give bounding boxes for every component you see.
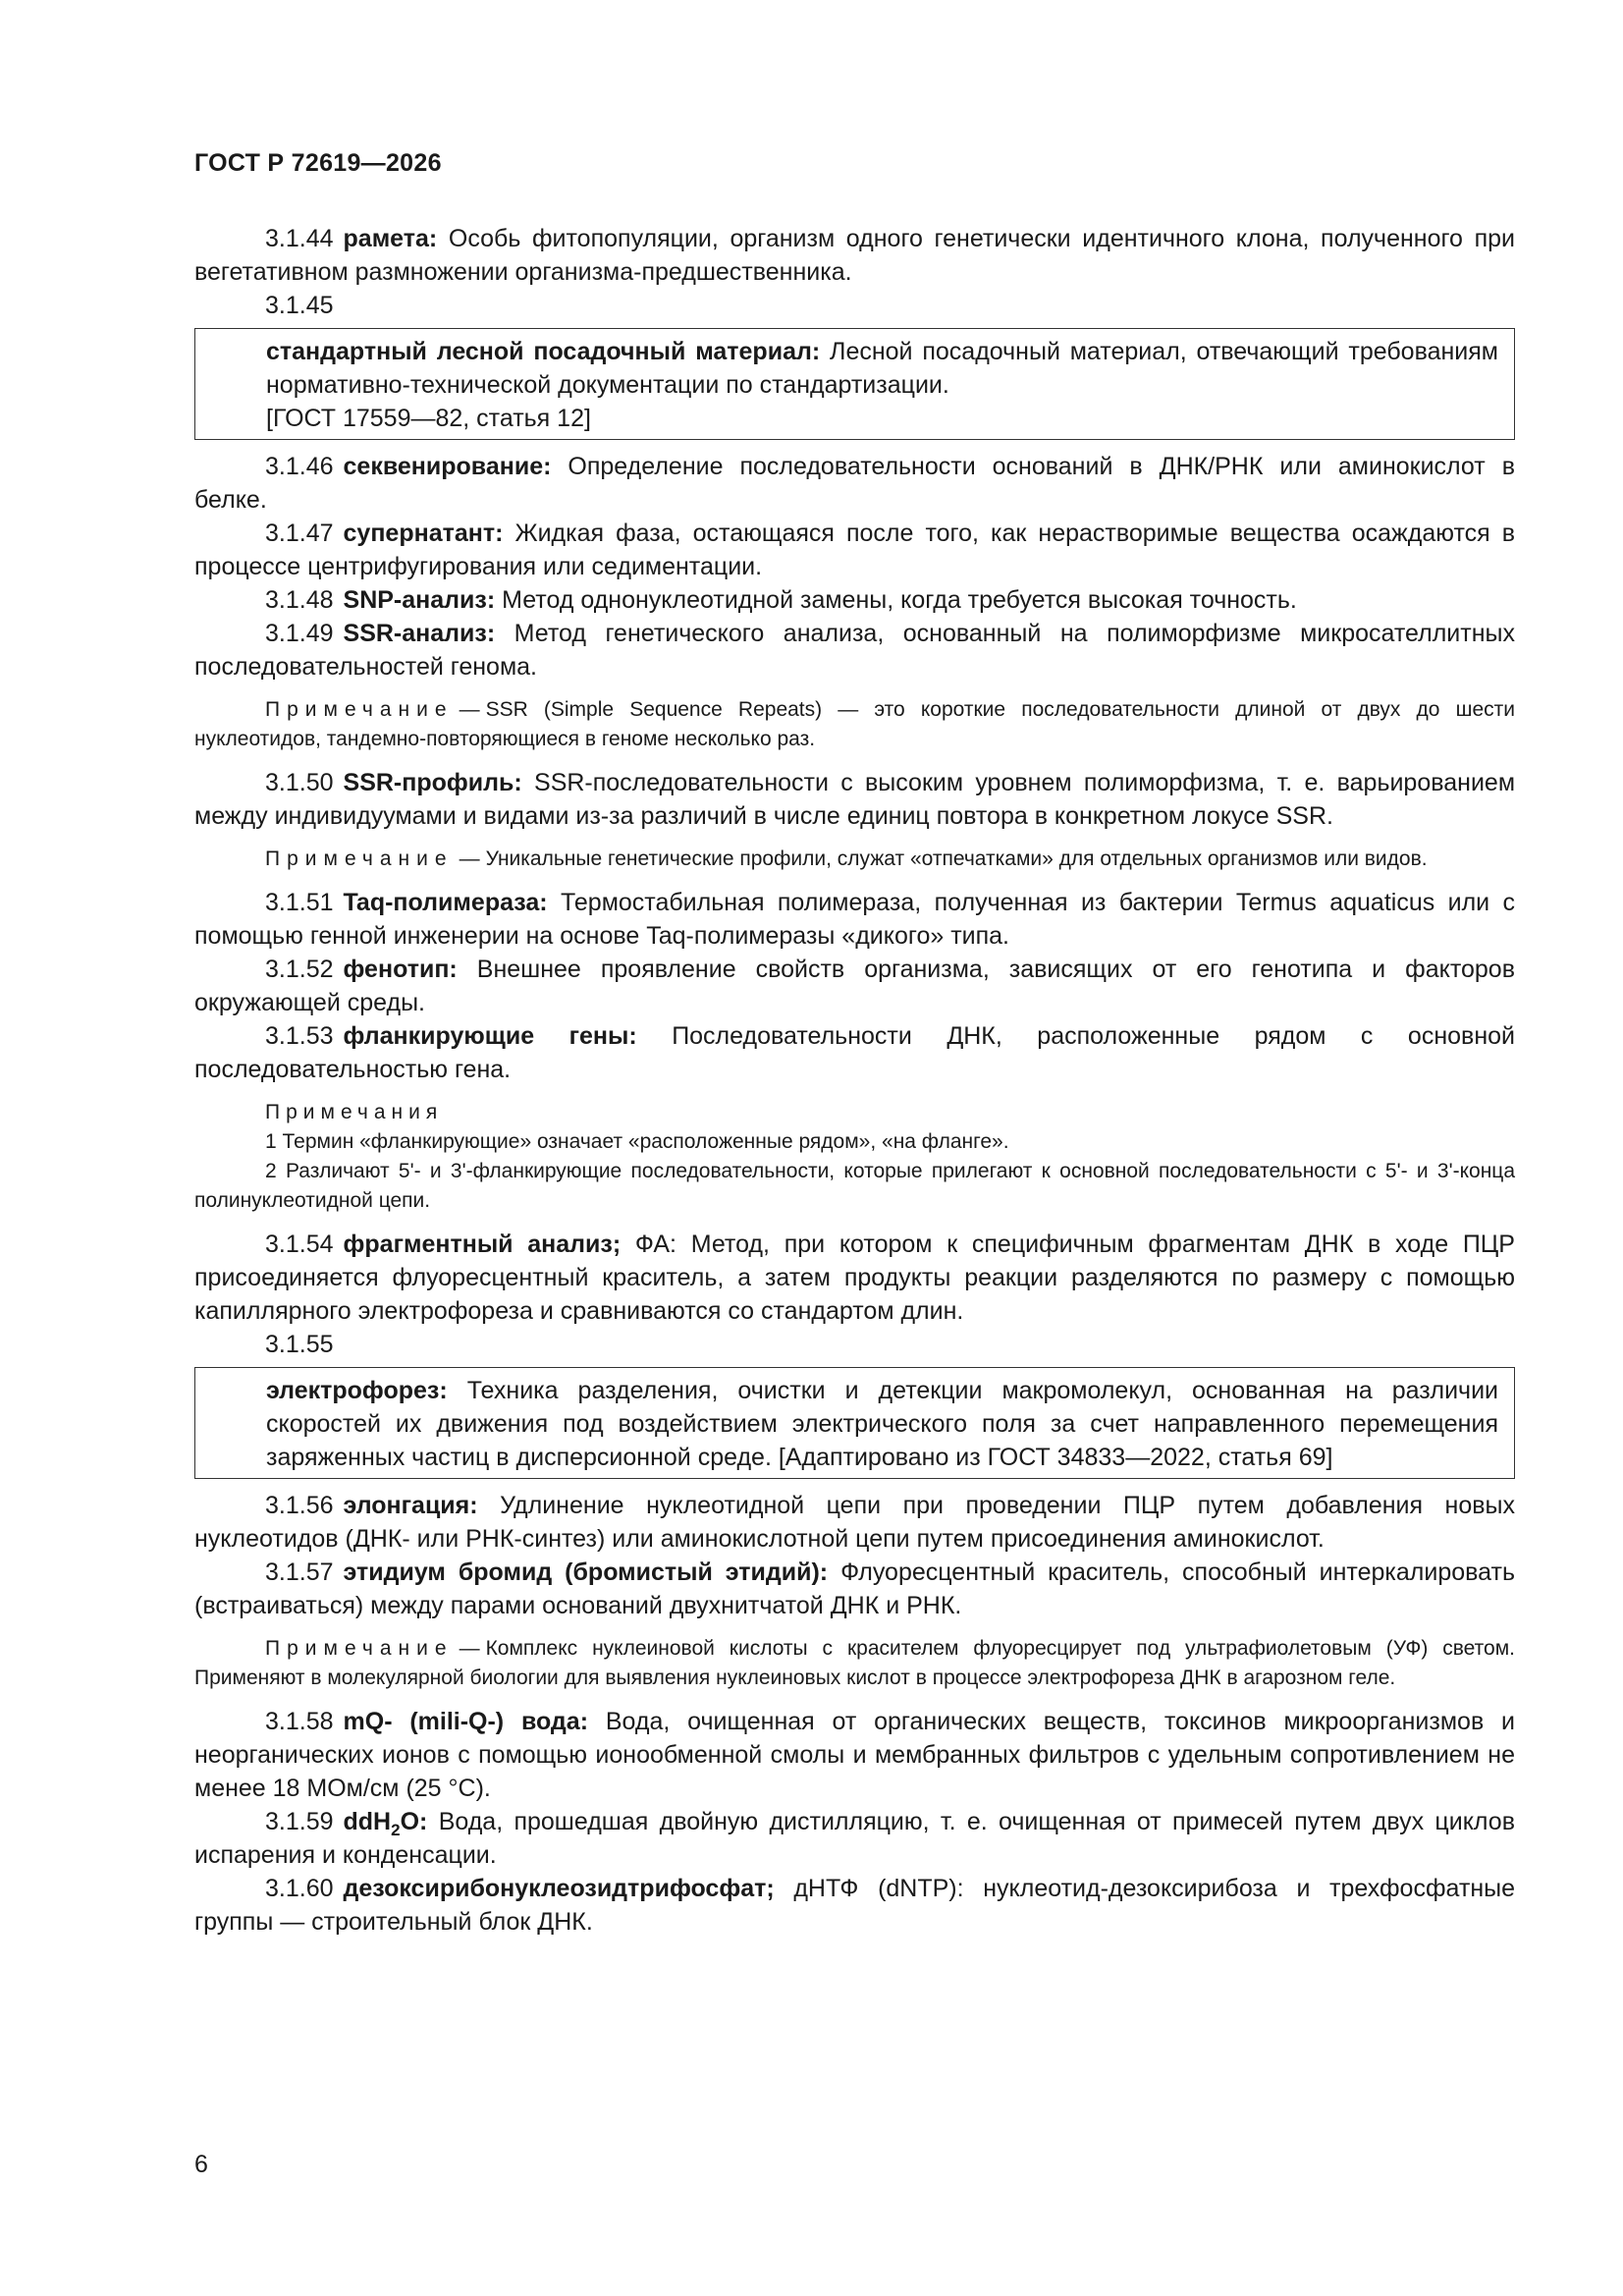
term-3-1-50: 3.1.50 SSR-профиль: SSR-последовательности с высоким уровнем полиморфизма, т. е. варьированием между индивидуумами и видами из-за различий в числе единиц повтора в конкретном локусе SSR. <box>194 769 1516 830</box>
document-body <box>194 222 1515 1939</box>
term-3-1-57: 3.1.57 этидиум бромид (бромистый этидий): Флуоресцентный краситель, способный интеркалировать (встраиваться) между парами оснований двухнитчатой ДНК и РНК. <box>194 1558 1515 1619</box>
term-source: [ГОСТ 17559—82, статья 12] <box>266 405 591 432</box>
term-3-1-47: 3.1.47 супернатант: Жидкая фаза, остающаяся после того, как нерастворимые вещества осаждаются в процессе центрифугирования или седиментации. <box>194 519 1515 580</box>
note-3-1-49: Примечание — SSR (Simple Sequence Repeats) — это короткие последовательности длиной от двух до шести нуклеотидов, тандемно-повторяющиеся в геноме несколько раз. <box>194 698 1515 750</box>
term-3-1-52: 3.1.52 фенотип: Внешнее проявление свойств организма, зависящих от его генотипа и факторов окружающей среды. <box>194 956 1515 1016</box>
term-3-1-48: 3.1.48 SNP-анализ: Метод однонуклеотидной замены, когда требуется высокая точность. <box>265 586 1297 614</box>
term-3-1-56: 3.1.56 элонгация: Удлинение нуклеотидной цепи при проведении ПЦР путем добавления новых нуклеотидов (ДНК- или РНК-синтез) или аминокислотной цепи путем присоединения аминокислот. <box>194 1492 1515 1553</box>
note-item-2: 2 Различают 5'- и 3'-фланкирующие последовательности, которые прилегают к основной последовательности с 5'- и 3'-конца полинуклеотидной цепи. <box>194 1160 1515 1212</box>
term-3-1-49: 3.1.49 SSR-анализ: Метод генетического анализа, основанный на полиморфизме микросателлитных последовательностей генома. <box>194 620 1515 681</box>
term-3-1-58: 3.1.58 mQ- (mili-Q-) вода: Вода, очищенная от органических веществ, токсинов микроорганизмов и неорганических ионов с помощью ионообменной смолы и мембранных фильтров с удельным сопротивлением не менее 18 МОм/см (25 °С). <box>194 1708 1515 1802</box>
term-3-1-44: 3.1.44 рамета: Особь фитопопуляции, организм одного генетически идентичного клона, полученного при вегетативном размножении организма-предшественника. <box>194 225 1515 286</box>
term-number-3-1-45: 3.1.45 <box>265 292 334 319</box>
note-item-1: 1 Термин «фланкирующие» означает «расположенные рядом», «на фланге». <box>265 1130 1009 1153</box>
term-3-1-53: 3.1.53 фланкирующие гены: Последовательности ДНК, расположенные рядом с основной последовательностью гена. <box>194 1022 1515 1083</box>
term-source: [Адаптировано из ГОСТ 34833—2022, статья 69] <box>778 1444 1333 1471</box>
term-3-1-59: 3.1.59 ddH$_2$O: Вода, прошедшая двойную дистилляцию, т. е. очищенная от примесей путем двух циклов испарения и конденсации. <box>194 1808 1515 1869</box>
term-box-3-1-55: электрофорез: Техника разделения, очистки и детекции макромолекул, основанная на различии скоростей их движения под воздействием электрического поля за счет направленного перемещения заряженных частиц в дисперсионной среде. [Адаптировано из ГОСТ 34833—2022, статья 69] <box>194 1367 1515 1479</box>
page-number: 6 <box>194 2151 208 2178</box>
notes-3-1-53: Примечания 1 Термин «фланкирующие» означает «расположенные рядом», «на фланге». 2 Различают 5'- и 3'-фланкирующие последовательности, которые прилегают к основной последовательности с 5'- и 3'-конца полинуклеотидной цепи. <box>194 1098 1515 1216</box>
term-3-1-60: 3.1.60 дезоксирибонуклеозидтрифосфат; дНТФ (dNTP): нуклеотид-дезоксирибоза и трехфосфатные группы — строительный блок ДНК. <box>194 1875 1516 1936</box>
note-3-1-50: Примечание — Уникальные генетические профили, служат «отпечатками» для отдельных организмов или видов. <box>265 847 1428 870</box>
document-header: ГОСТ Р 72619—2026 <box>194 149 442 177</box>
note-3-1-57: Примечание — Комплекс нуклеиновой кислоты с красителем флуоресцирует под ультрафиолетовым (УФ) светом. Применяют в молекулярной биологии для выявления нуклеиновых кислот в процессе электрофореза ДНК в агарозном геле. <box>194 1637 1515 1689</box>
term-3-1-54: 3.1.54 фрагментный анализ; ФА: Метод, при котором к специфичным фрагментам ДНК в ходе ПЦР присоединяется флуоресцентный краситель, а затем продукты реакции разделяются по размеру с помощью капиллярного электрофореза и сравниваются со стандартом длин. <box>194 1230 1515 1325</box>
term-3-1-51: 3.1.51 Taq-полимераза: Термостабильная полимераза, полученная из бактерии Termus aquaticus или с помощью генной инженерии на основе Taq-полимеразы «дикого» типа. <box>194 889 1515 950</box>
term-number-3-1-55: 3.1.55 <box>265 1331 334 1358</box>
term-3-1-46: 3.1.46 секвенирование: Определение последовательности оснований в ДНК/РНК или аминокислот в белке. <box>194 453 1515 514</box>
term-box-3-1-45: стандартный лесной посадочный материал: Лесной посадочный материал, отвечающий требованиям нормативно-технической документации по стандартизации. [ГОСТ 17559—82, статья 12] <box>194 328 1515 440</box>
